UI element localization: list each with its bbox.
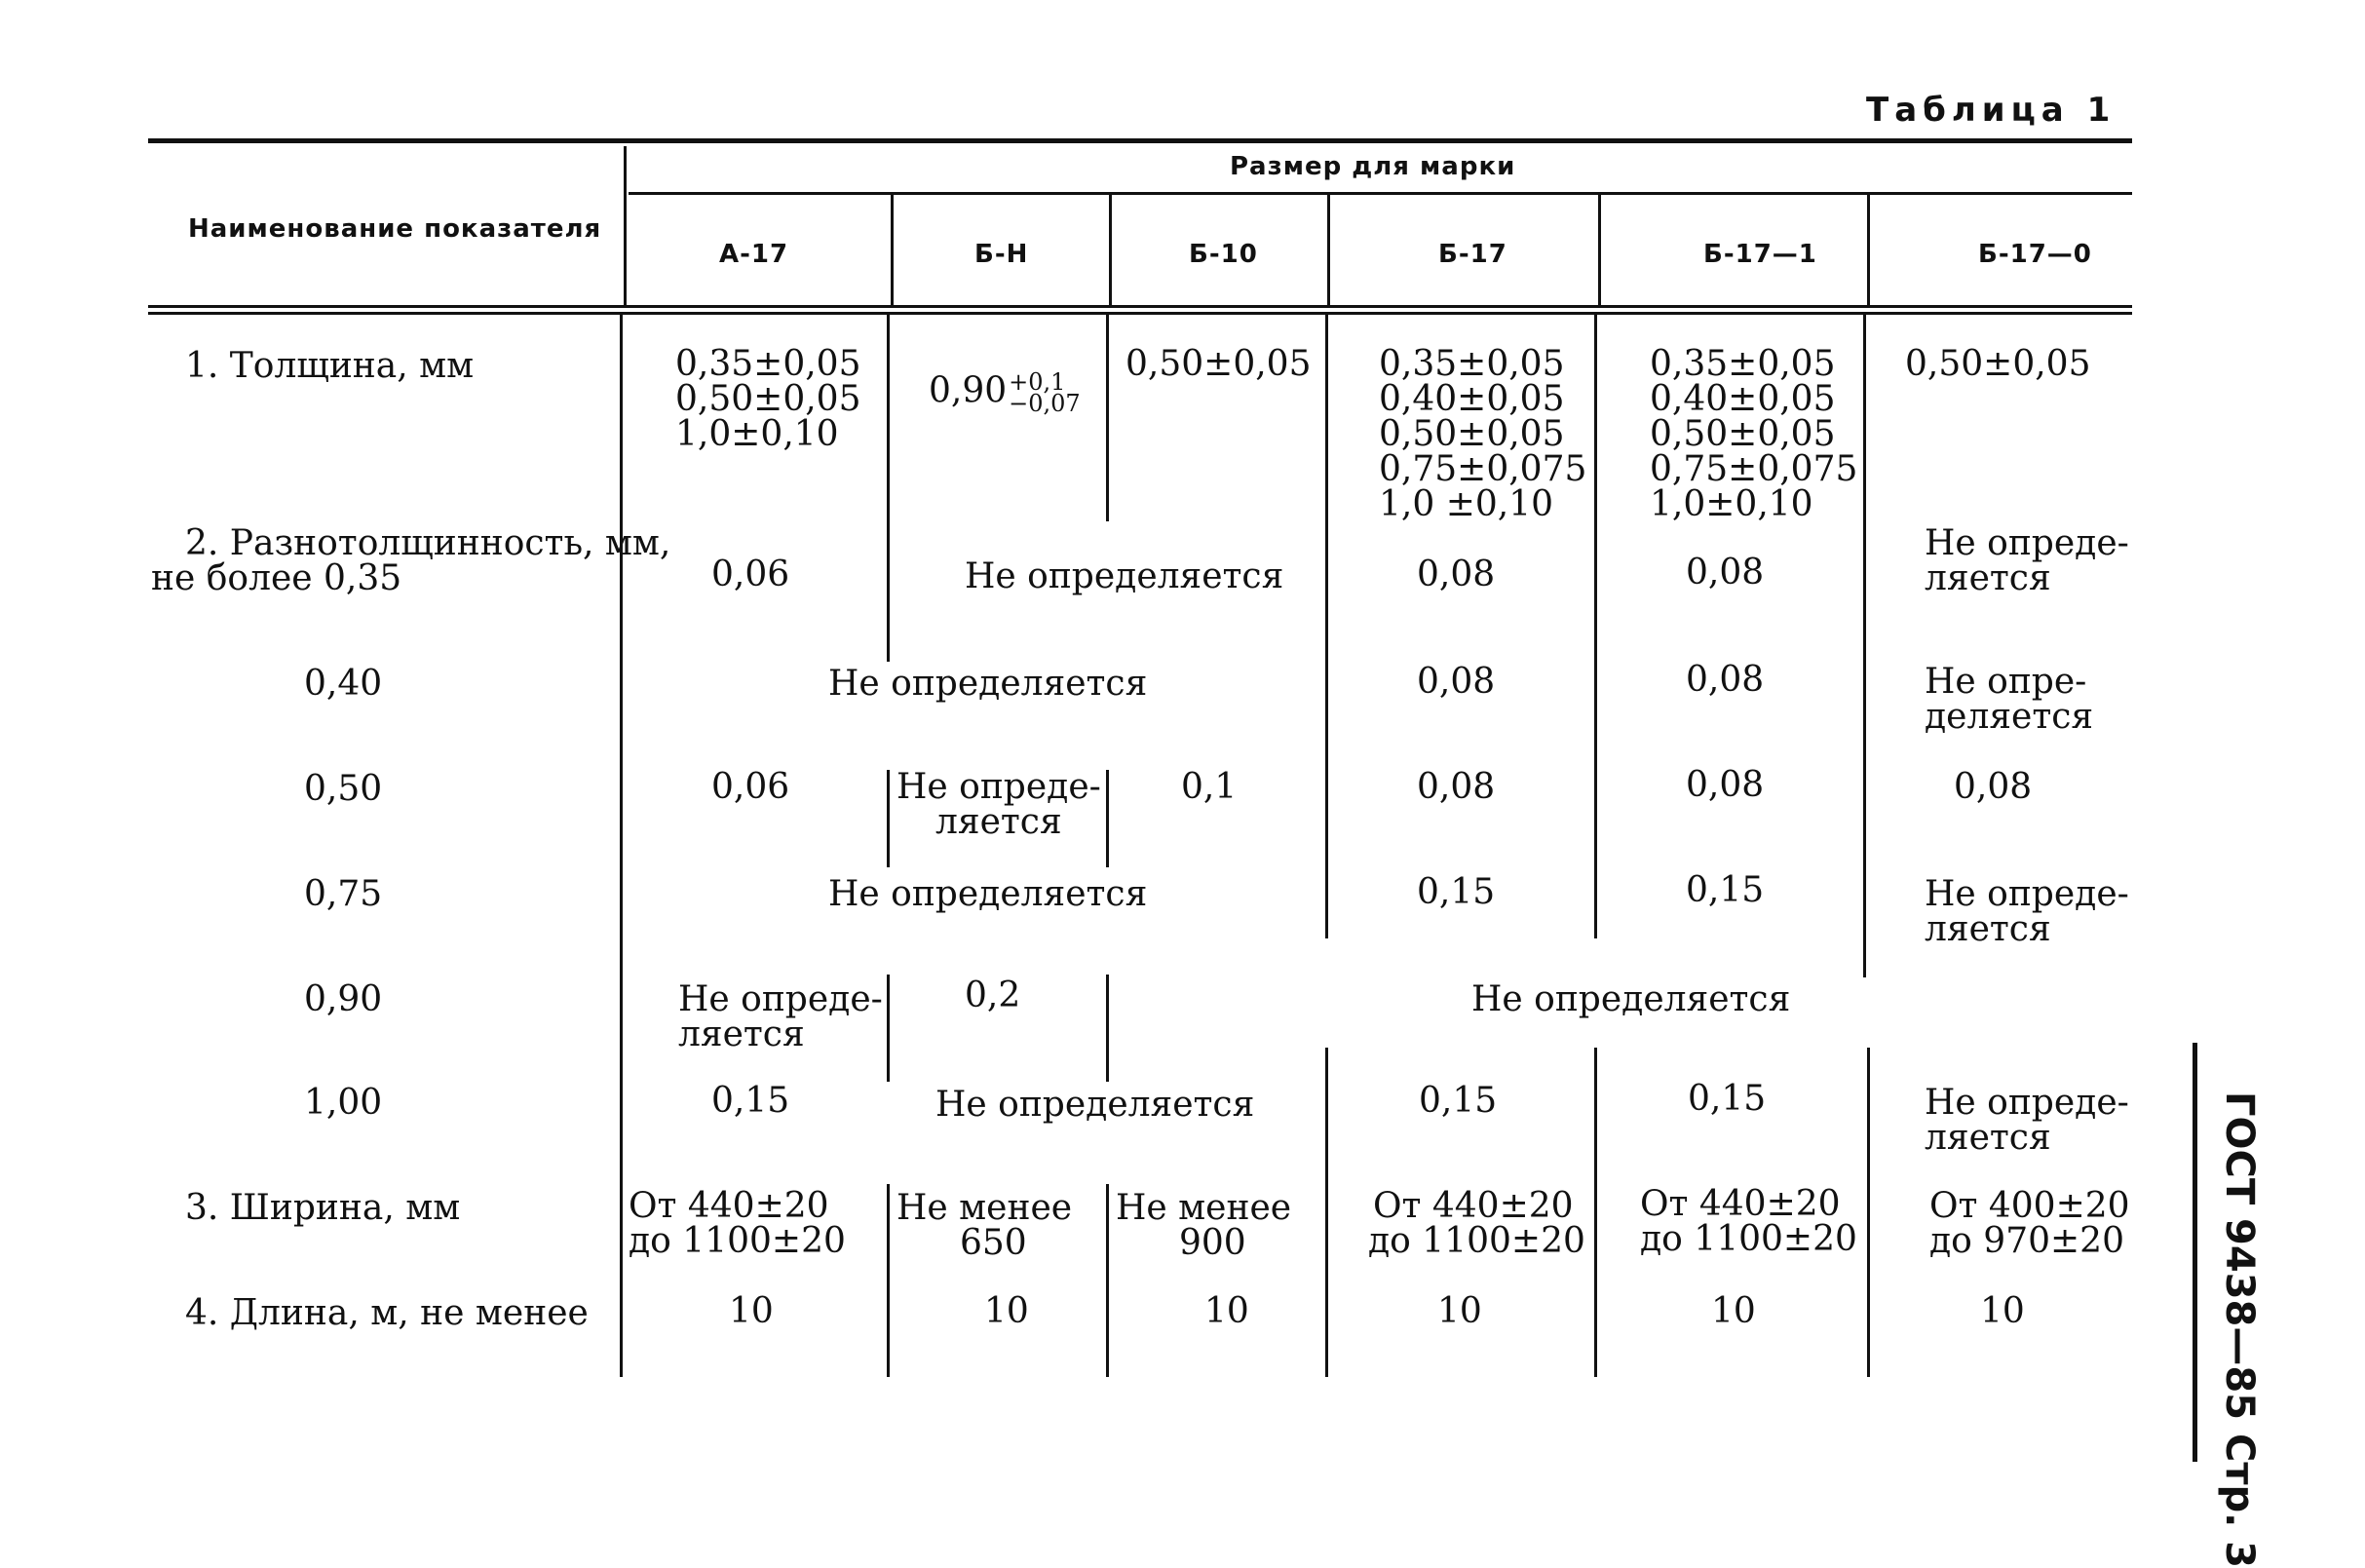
grade-header-bn: Б-Н <box>974 240 1029 269</box>
value: 0,40±0,05 <box>1650 379 1836 419</box>
body-divider <box>1594 1048 1597 1377</box>
grade-header-b170: Б-17—0 <box>1978 240 2092 269</box>
variation-100-a17: 0,15 <box>711 1081 790 1121</box>
grade-header-rule <box>629 192 2132 195</box>
length-b171: 10 <box>1711 1291 1756 1331</box>
header-divider <box>1109 195 1112 305</box>
length-b170: 10 <box>1980 1291 2025 1331</box>
value: Не опре- <box>1925 662 2087 702</box>
value: 0,75±0,075 <box>1379 449 1587 489</box>
variation-040-b171: 0,08 <box>1686 660 1765 700</box>
header-divider <box>1598 195 1601 305</box>
value: ляется <box>1925 558 2051 598</box>
width-b10 <box>1116 1188 1292 1263</box>
variation-035-b171: 0,08 <box>1686 553 1765 593</box>
header-divider <box>1867 195 1870 305</box>
value: 0,35±0,05 <box>1650 344 1836 384</box>
value: Не менее <box>896 1188 1073 1228</box>
side-caption: ГОСТ 9438—85 Стр. 3 <box>2217 1091 2262 1568</box>
value: Не опреде- <box>678 979 883 1019</box>
value: От 400±20 <box>1929 1186 2130 1226</box>
value: 0,35±0,05 <box>1379 344 1565 384</box>
variation-035-b170 <box>1925 523 2129 598</box>
variation-075-a17-b10: Не определяется <box>828 874 1148 914</box>
width-b17 <box>1368 1186 1585 1261</box>
header-divider <box>891 195 894 305</box>
body-divider <box>1106 975 1109 1082</box>
body-divider <box>887 1184 890 1377</box>
value: От 440±20 <box>1640 1184 1841 1224</box>
thickness-b10: 0,50±0,05 <box>1125 344 1312 384</box>
row-label-variation: 2. Разнотолщинность, мм, <box>185 523 671 563</box>
variation-100-b17: 0,15 <box>1419 1081 1498 1121</box>
width-a17 <box>629 1186 846 1261</box>
grade-header-b10: Б-10 <box>1189 240 1258 269</box>
header-divider <box>1327 195 1330 305</box>
body-divider <box>620 315 623 1377</box>
body-divider <box>887 315 890 662</box>
value: 1,0 ±0,10 <box>1379 484 1554 524</box>
width-b170 <box>1929 1186 2130 1261</box>
variation-035-b17: 0,08 <box>1417 555 1496 594</box>
body-divider <box>1106 315 1109 521</box>
value: 900 <box>1179 1223 1246 1263</box>
body-divider <box>1106 1184 1109 1377</box>
side-caption-rule <box>2193 1043 2197 1462</box>
value: 0,50±0,05 <box>1650 414 1836 454</box>
value: 0,35±0,05 <box>675 344 861 384</box>
value: деляется <box>1925 697 2094 737</box>
variation-035-bn-b10: Не определяется <box>965 556 1284 596</box>
value: Не опреде- <box>1925 523 2129 563</box>
row-label-040: 0,40 <box>304 664 383 704</box>
variation-040-b17: 0,08 <box>1417 662 1496 702</box>
value: 0,50±0,05 <box>1379 414 1565 454</box>
thickness-a17 <box>675 344 861 454</box>
length-b10: 10 <box>1204 1291 1249 1331</box>
row-label-050: 0,50 <box>304 769 383 809</box>
body-divider <box>887 770 890 867</box>
indicator-header: Наименование показателя <box>188 214 602 244</box>
value: 1,0±0,10 <box>675 414 839 454</box>
value: до 970±20 <box>1929 1221 2124 1261</box>
header-divider <box>624 146 627 305</box>
table-label: Таблица 1 <box>1866 91 2117 130</box>
variation-050-a17: 0,06 <box>711 767 790 807</box>
variation-100-bn-b10: Не определяется <box>935 1085 1255 1125</box>
variation-090-a17 <box>678 979 883 1054</box>
thickness-b170: 0,50±0,05 <box>1905 344 2091 384</box>
variation-075-b170 <box>1925 874 2129 949</box>
value: до 1100±20 <box>1640 1219 1857 1259</box>
row-label-length: 4. Длина, м, не менее <box>185 1293 589 1333</box>
grade-header-a17: А-17 <box>719 240 789 269</box>
row-label-090: 0,90 <box>304 979 383 1019</box>
row-label-075: 0,75 <box>304 874 383 914</box>
header-bottom-rule-2 <box>148 312 2132 315</box>
variation-050-bn <box>896 767 1101 842</box>
variation-040-b170 <box>1925 662 2094 737</box>
tolerance-plus: +0,1 <box>1009 368 1066 396</box>
table-top-rule <box>148 138 2132 143</box>
value: 0,50±0,05 <box>675 379 861 419</box>
row-label-variation-035: не более 0,35 <box>151 558 402 598</box>
variation-040-a17-b10: Не определяется <box>828 664 1148 704</box>
variation-050-b170: 0,08 <box>1954 767 2033 807</box>
tolerance <box>1009 368 1081 417</box>
body-divider <box>1867 1048 1870 1377</box>
variation-100-b170 <box>1925 1083 2129 1158</box>
thickness-b17 <box>1379 344 1587 524</box>
value: ляется <box>935 802 1062 842</box>
body-divider <box>1863 315 1866 977</box>
value: Не опреде- <box>896 767 1101 807</box>
value: Не опреде- <box>1925 1083 2129 1123</box>
length-bn: 10 <box>984 1291 1029 1331</box>
variation-035-a17: 0,06 <box>711 555 790 594</box>
body-divider <box>1594 315 1597 938</box>
value: ляется <box>1925 1118 2051 1158</box>
variation-050-b171: 0,08 <box>1686 765 1765 805</box>
variation-050-b10: 0,1 <box>1181 767 1238 807</box>
grade-header-b171: Б-17—1 <box>1703 240 1817 269</box>
value: Не опреде- <box>1925 874 2129 914</box>
width-b171 <box>1640 1184 1857 1259</box>
value: От 440±20 <box>1373 1186 1574 1226</box>
value: ляется <box>678 1014 805 1054</box>
thickness-b171 <box>1650 344 1858 524</box>
value: до 1100±20 <box>1368 1221 1585 1261</box>
variation-050-b17: 0,08 <box>1417 767 1496 807</box>
value: 0,40±0,05 <box>1379 379 1565 419</box>
body-divider <box>1106 770 1109 867</box>
value: ляется <box>1925 909 2051 949</box>
value: От 440±20 <box>629 1186 829 1226</box>
width-bn <box>896 1188 1073 1263</box>
variation-075-b17: 0,15 <box>1417 872 1496 912</box>
variation-090-b10-b170: Не определяется <box>1471 979 1791 1019</box>
header-bottom-rule <box>148 305 2132 308</box>
grade-header-b17: Б-17 <box>1438 240 1507 269</box>
body-divider <box>1325 1048 1328 1377</box>
length-b17: 10 <box>1437 1291 1482 1331</box>
tolerance-minus: −0,07 <box>1009 389 1081 417</box>
value: 1,0±0,10 <box>1650 484 1813 524</box>
value: 0,75±0,075 <box>1650 449 1858 489</box>
body-divider <box>1325 315 1328 938</box>
value: 650 <box>960 1223 1027 1263</box>
size-for-grade-header: Размер для марки <box>1230 152 1516 181</box>
variation-075-b171: 0,15 <box>1686 870 1765 910</box>
value: 0,90 <box>929 370 1008 411</box>
row-label-100: 1,00 <box>304 1083 383 1123</box>
thickness-bn <box>929 368 1081 417</box>
variation-090-bn: 0,2 <box>965 975 1021 1015</box>
value: до 1100±20 <box>629 1221 846 1261</box>
value: Не менее <box>1116 1188 1292 1228</box>
length-a17: 10 <box>729 1291 774 1331</box>
variation-100-b171: 0,15 <box>1688 1079 1767 1119</box>
row-label-width: 3. Ширина, мм <box>185 1188 461 1228</box>
body-divider <box>887 975 890 1082</box>
row-label-thickness: 1. Толщина, мм <box>185 346 475 386</box>
